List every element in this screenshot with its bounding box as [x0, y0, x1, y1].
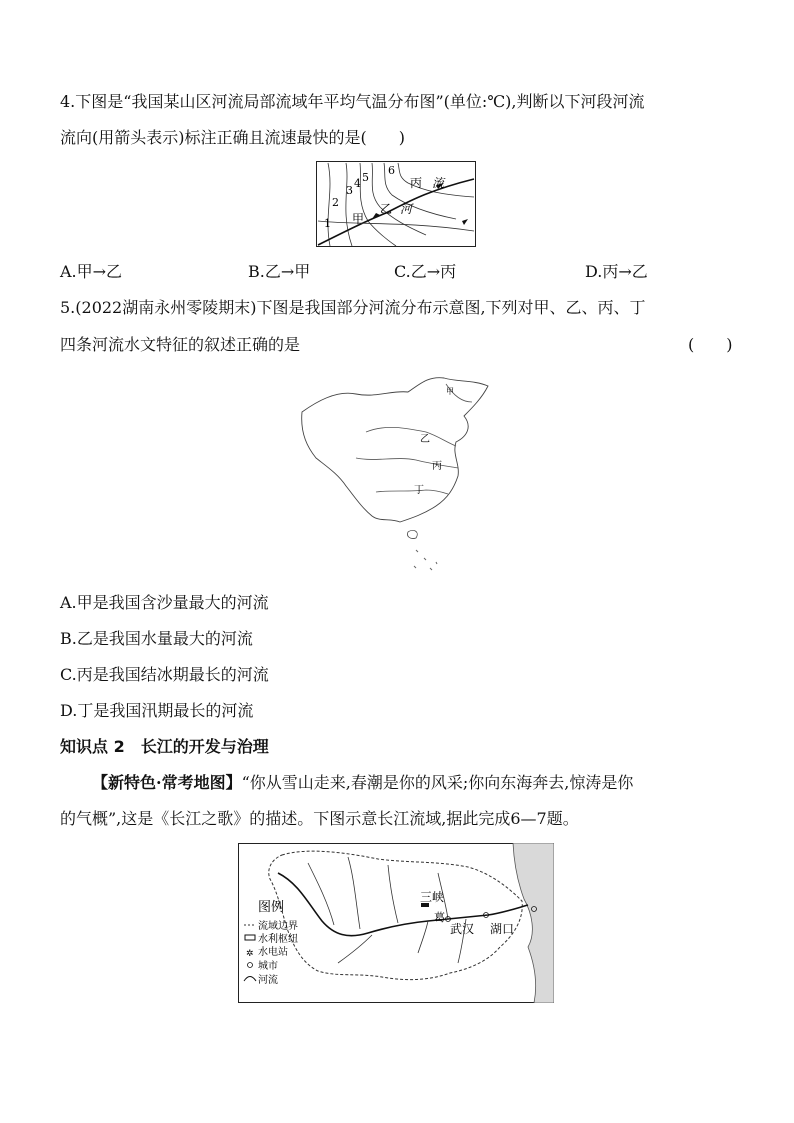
fig4-label-he: 河 [400, 202, 413, 216]
map5-label-jia: 甲 [446, 387, 454, 396]
fig4-label-2: 2 [332, 196, 339, 209]
fig4-label-yi: 乙 [380, 202, 393, 216]
temperature-river-figure [316, 161, 476, 247]
q4-line1: 4.下图是“我国某山区河流局部流域年平均气温分布图”(单位:℃),判断以下河段河流 [60, 92, 645, 111]
q4-option-d[interactable]: D.丙→乙 [585, 262, 648, 281]
yangtze-label-hukou: 湖口 [490, 922, 515, 936]
map5-label-ding: 丁 [414, 485, 424, 496]
q5-option-d[interactable]: D.丁是我国汛期最长的河流 [60, 701, 254, 720]
q5-line2: 四条河流水文特征的叙述正确的是 [60, 335, 301, 354]
yangtze-label-ge: 葛 [434, 911, 445, 924]
map5-label-yi: 乙 [420, 434, 430, 445]
q5-option-c[interactable]: C.丙是我国结冰期最长的河流 [60, 665, 269, 684]
q4-option-b[interactable]: B.乙→甲 [248, 262, 311, 281]
fig4-label-jia: 甲 [352, 212, 365, 226]
section-paragraph-line1 [92, 772, 633, 794]
legend-city: 城市 [258, 961, 278, 972]
fig4-label-liu: 流 [432, 176, 445, 190]
legend-boundary: 流域边界 [258, 921, 298, 932]
map5-label-bing: 丙 [432, 461, 442, 472]
q5-option-a[interactable]: A.甲是我国含沙量最大的河流 [60, 593, 269, 612]
fig4-label-bing: 丙 [410, 176, 423, 190]
china-rivers-map [296, 372, 496, 577]
legend-dam: 水利枢纽 [258, 934, 298, 945]
legend-title: 图例 [258, 900, 285, 915]
fig4-label-4: 4 [354, 177, 361, 190]
fig4-label-1: 1 [324, 217, 331, 230]
q5-option-b[interactable]: B.乙是我国水量最大的河流 [60, 629, 253, 648]
section-paragraph-line2: 的气概”,这是《长江之歌》的描述。下图示意长江流域,据此完成6—7题。 [60, 809, 579, 828]
fig4-label-3: 3 [346, 184, 353, 197]
legend-hydro: 水电站 [258, 947, 288, 958]
q4-line2: 流向(用箭头表示)标注正确且流速最快的是( ) [60, 128, 405, 147]
q5-line1: 5.(2022湖南永州零陵期末)下图是我国部分河流分布示意图,下列对甲、乙、丙、丁 [60, 298, 646, 317]
legend-river: 河流 [258, 975, 278, 986]
q5-answer-paren: ( ) [688, 335, 733, 354]
yangtze-basin-map [238, 843, 554, 1003]
q4-option-c[interactable]: C.乙→丙 [394, 262, 457, 281]
fig4-label-5: 5 [362, 171, 369, 184]
legend-hydro-icon: ✲ [246, 949, 254, 959]
section-text1: “你从雪山走来,春潮是你的风采;你向东海奔去,惊涛是你 [241, 773, 634, 792]
section-tag: 【新特色·常考地图】 [92, 773, 242, 792]
section-heading: 知识点 2 长江的开发与治理 [60, 737, 269, 756]
fig4-label-6: 6 [388, 164, 395, 177]
yangtze-label-sanxia: 三峡 [420, 890, 445, 904]
yangtze-label-wuhan: 武汉 [450, 922, 475, 936]
q4-option-a[interactable]: A.甲→乙 [60, 262, 123, 281]
